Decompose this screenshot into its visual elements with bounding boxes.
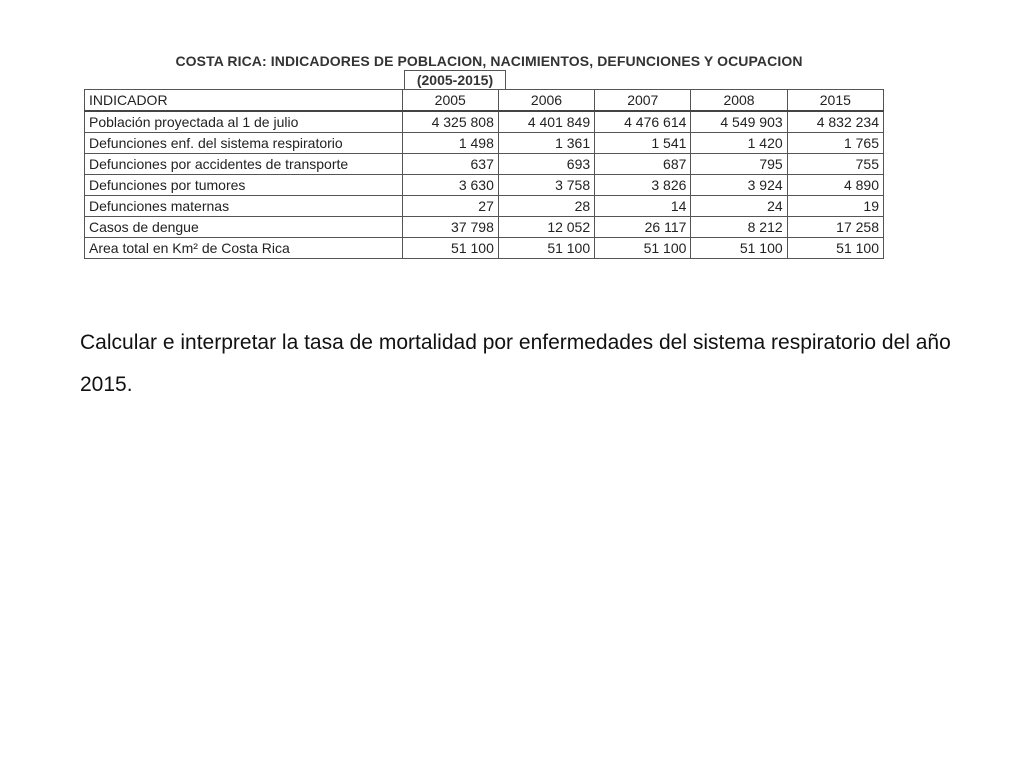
table-cell: 4 325 808 xyxy=(402,111,498,133)
table-cell: 795 xyxy=(691,154,787,175)
table-cell: 1 498 xyxy=(402,133,498,154)
table-cell: 1 541 xyxy=(595,133,691,154)
question-text: Calcular e interpretar la tasa de mortalidad por enfermedades del sistema respiratorio del año 2015. xyxy=(80,331,951,396)
table-cell: 1 361 xyxy=(498,133,594,154)
table-cell: 637 xyxy=(402,154,498,175)
table-row xyxy=(85,217,884,238)
table-cell: 27 xyxy=(402,196,498,217)
table-row xyxy=(85,238,884,259)
table-row xyxy=(85,196,884,217)
row-label: Defunciones enf. del sistema respiratorio xyxy=(85,133,403,154)
column-header-2006: 2006 xyxy=(498,90,594,112)
table-cell: 51 100 xyxy=(691,238,787,259)
table-cell: 4 549 903 xyxy=(691,111,787,133)
table-cell: 24 xyxy=(691,196,787,217)
table-subtitle: (2005-2015) xyxy=(404,70,506,89)
indicators-table xyxy=(84,89,884,259)
table-cell: 51 100 xyxy=(787,238,883,259)
table-cell: 3 826 xyxy=(595,175,691,196)
table-cell: 4 401 849 xyxy=(498,111,594,133)
indicators-table-block xyxy=(84,52,884,259)
table-row xyxy=(85,133,884,154)
row-label: Area total en Km² de Costa Rica xyxy=(85,238,403,259)
row-label: Casos de dengue xyxy=(85,217,403,238)
table-cell: 755 xyxy=(787,154,883,175)
table-cell: 37 798 xyxy=(402,217,498,238)
table-cell: 19 xyxy=(787,196,883,217)
row-label: Defunciones maternas xyxy=(85,196,403,217)
table-cell: 51 100 xyxy=(402,238,498,259)
table-cell: 3 924 xyxy=(691,175,787,196)
table-cell: 4 476 614 xyxy=(595,111,691,133)
table-cell: 14 xyxy=(595,196,691,217)
row-label: Defunciones por accidentes de transporte xyxy=(85,154,403,175)
table-row xyxy=(85,111,884,133)
column-header-2007: 2007 xyxy=(595,90,691,112)
table-cell: 3 630 xyxy=(402,175,498,196)
table-cell: 28 xyxy=(498,196,594,217)
row-label: Defunciones por tumores xyxy=(85,175,403,196)
table-cell: 1 420 xyxy=(691,133,787,154)
table-cell: 12 052 xyxy=(498,217,594,238)
table-cell: 3 758 xyxy=(498,175,594,196)
table-cell: 26 117 xyxy=(595,217,691,238)
column-header-2005: 2005 xyxy=(402,90,498,112)
table-cell: 51 100 xyxy=(498,238,594,259)
row-label: Población proyectada al 1 de julio xyxy=(85,111,403,133)
table-cell: 17 258 xyxy=(787,217,883,238)
table-cell: 693 xyxy=(498,154,594,175)
table-row xyxy=(85,154,884,175)
table-row xyxy=(85,175,884,196)
column-header-2008: 2008 xyxy=(691,90,787,112)
table-cell: 1 765 xyxy=(787,133,883,154)
table-cell: 8 212 xyxy=(691,217,787,238)
table-header-row xyxy=(85,90,884,112)
table-cell: 687 xyxy=(595,154,691,175)
table-cell: 4 832 234 xyxy=(787,111,883,133)
column-header-2015: 2015 xyxy=(787,90,883,112)
table-title: COSTA RICA: INDICADORES DE POBLACION, NACIMIENTOS, DEFUNCIONES Y OCUPACION xyxy=(175,53,803,69)
table-cell: 4 890 xyxy=(787,175,883,196)
table-cell: 51 100 xyxy=(595,238,691,259)
column-header-indicador: INDICADOR xyxy=(85,90,403,112)
